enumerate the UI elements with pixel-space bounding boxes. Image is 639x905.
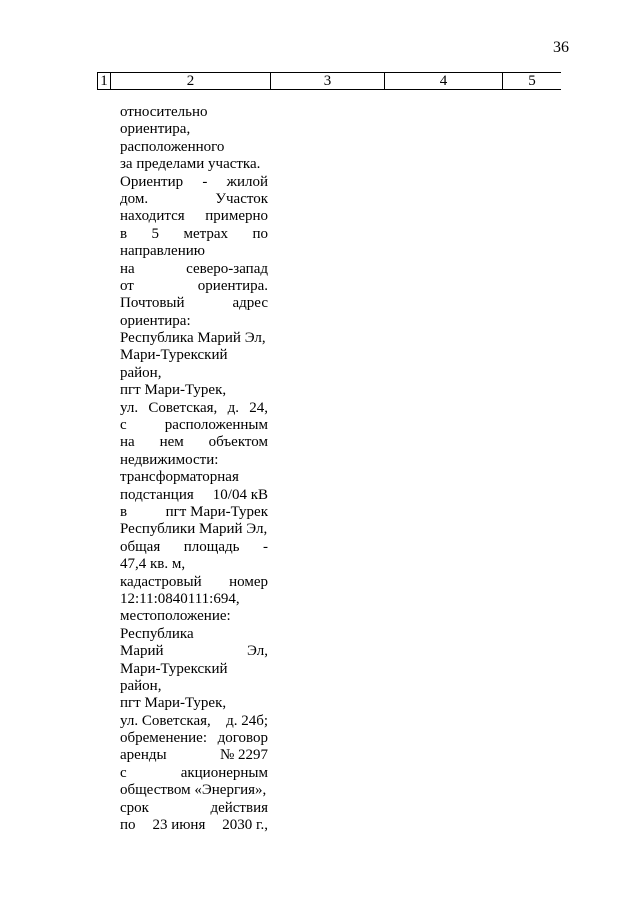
- page-number: 36: [553, 39, 569, 56]
- text-word: северо-запад: [186, 260, 268, 277]
- text-word: дом.: [120, 190, 149, 207]
- text-line: [120, 226, 268, 243]
- text-line: направлению: [120, 243, 205, 260]
- column-number-3: 3: [271, 73, 385, 90]
- text-word: 23 июня: [152, 817, 206, 834]
- text-word: срок: [120, 799, 149, 816]
- text-line: [120, 261, 268, 278]
- text-word: нем: [159, 434, 184, 451]
- text-word: 10/04 кВ: [212, 486, 268, 503]
- text-word: пгт Мари-Турек: [165, 503, 268, 520]
- text-word: № 2297: [219, 747, 268, 764]
- text-line: район,: [120, 677, 162, 694]
- text-line: [120, 504, 268, 521]
- text-word: в: [120, 225, 128, 242]
- text-word: -: [262, 538, 268, 555]
- text-word: Ориентир: [120, 173, 184, 190]
- column-2-text: [120, 104, 268, 834]
- text-word: Участок: [215, 190, 268, 207]
- text-word: Почтовый: [120, 295, 185, 312]
- text-word: по: [252, 225, 268, 242]
- text-line: пгт Мари-Турек,: [120, 695, 227, 712]
- text-line: местоположение:: [120, 608, 231, 625]
- text-line: [120, 400, 268, 417]
- text-word: 2030 г.,: [222, 817, 268, 834]
- text-line: ориентира:: [120, 312, 191, 329]
- text-line: [120, 574, 268, 591]
- text-word: Марий: [120, 643, 164, 660]
- text-line: 47,4 кв. м,: [120, 556, 186, 573]
- text-line: за пределами участка.: [120, 156, 261, 173]
- text-word: номер: [229, 573, 268, 590]
- text-word: адрес: [232, 295, 268, 312]
- text-line: [120, 539, 268, 556]
- text-line: трансформаторная: [120, 469, 239, 486]
- text-word: ул. Советская,: [120, 712, 211, 729]
- text-line: [120, 191, 268, 208]
- text-line: [120, 417, 268, 434]
- text-word: находится: [120, 208, 185, 225]
- text-line: [120, 434, 268, 451]
- text-word: 24,: [249, 399, 268, 416]
- text-word: Советская,: [148, 399, 218, 416]
- text-line: [120, 730, 268, 747]
- text-line: Республика: [120, 625, 194, 642]
- text-word: в: [120, 503, 128, 520]
- text-line: пгт Мари-Турек,: [120, 382, 227, 399]
- text-word: на: [120, 260, 135, 277]
- text-line: район,: [120, 364, 162, 381]
- text-word: аренды: [120, 747, 167, 764]
- text-word: жилой: [226, 173, 268, 190]
- text-line: [120, 800, 268, 817]
- text-word: ориентира.: [197, 277, 268, 294]
- text-word: Эл,: [247, 643, 268, 660]
- text-word: действия: [210, 799, 268, 816]
- text-line: [120, 295, 268, 312]
- text-line: относительно: [120, 104, 208, 120]
- text-word: обременение:: [120, 730, 208, 747]
- text-word: акционерным: [180, 764, 268, 781]
- text-line: 12:11:0840111:694,: [120, 590, 240, 607]
- text-line: [120, 817, 268, 834]
- text-word: общая: [120, 538, 161, 555]
- column-number-4: 4: [385, 73, 503, 90]
- text-word: от: [120, 277, 134, 294]
- text-word: расположенным: [164, 417, 268, 434]
- text-line: недвижимости:: [120, 451, 219, 468]
- text-line: ориентира,: [120, 121, 191, 138]
- text-word: площадь: [183, 538, 240, 555]
- text-line: [120, 278, 268, 295]
- text-word: примерно: [205, 208, 268, 225]
- table-header-row: [97, 72, 561, 90]
- text-word: д.: [227, 399, 239, 416]
- text-word: договор: [217, 730, 268, 747]
- text-line: [120, 487, 268, 504]
- column-number-1: 1: [98, 73, 111, 90]
- text-line: Республика Марий Эл,: [120, 330, 266, 347]
- text-line: [120, 208, 268, 225]
- column-number-5: 5: [503, 73, 562, 90]
- text-line: обществом «Энергия»,: [120, 782, 267, 799]
- text-line: Мари-Турекский: [120, 660, 228, 677]
- text-word: объектом: [208, 434, 268, 451]
- text-word: метрах: [183, 225, 229, 242]
- text-line: [120, 747, 268, 764]
- text-word: -: [202, 173, 208, 190]
- text-word: подстанция: [120, 486, 194, 503]
- text-line: [120, 643, 268, 660]
- text-word: 5: [151, 225, 160, 242]
- column-number-2: 2: [111, 73, 271, 90]
- text-word: с: [120, 764, 127, 781]
- text-line: Мари-Турекский: [120, 347, 228, 364]
- text-line: Республики Марий Эл,: [120, 521, 268, 538]
- text-word: на: [120, 434, 135, 451]
- text-word: по: [120, 817, 136, 834]
- text-line: расположенного: [120, 138, 225, 155]
- text-line: [120, 174, 268, 191]
- text-word: д. 24б;: [226, 712, 268, 729]
- text-word: с: [120, 417, 127, 434]
- text-line: [120, 713, 268, 730]
- text-word: ул.: [120, 399, 139, 416]
- text-line: [120, 765, 268, 782]
- text-word: кадастровый: [120, 573, 202, 590]
